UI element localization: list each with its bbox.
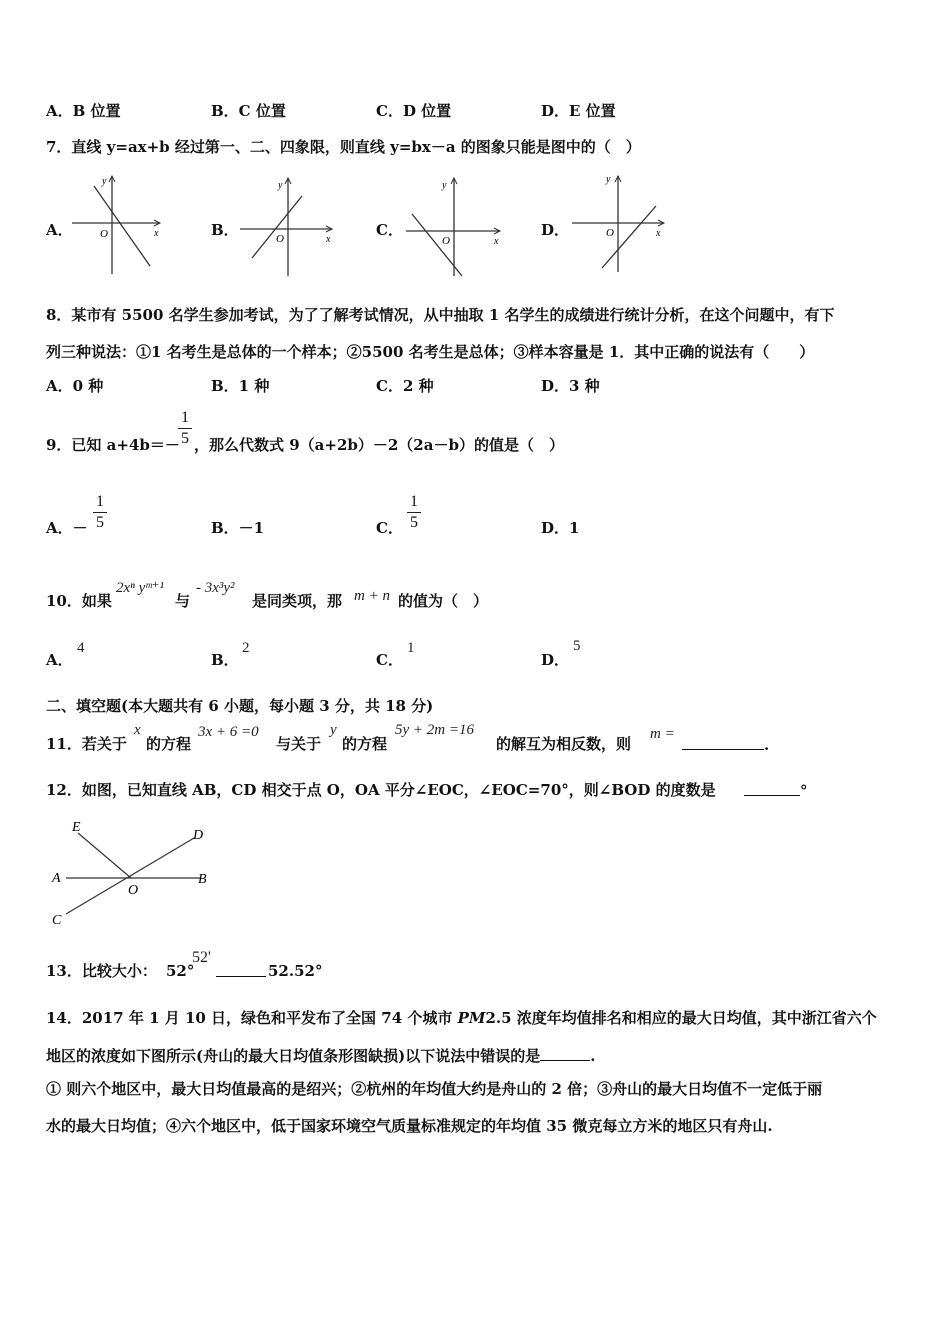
q7-stem: 7．直线 y=ax+b 经过第一、二、四象限，则直线 y=bx－a 的图象只能是图中的（ ） xyxy=(46,138,641,156)
section-2-heading: 二、填空题(本大题共有 6 小题，每小题 3 分，共 18 分) xyxy=(46,697,434,715)
q14-pm: PM xyxy=(457,1009,486,1027)
q10-term2: - 3x³y² xyxy=(196,580,235,596)
q7-label-d: D． xyxy=(541,221,570,239)
q11-eq2: 5y + 2m =16 xyxy=(395,722,474,738)
q13-p1: 13．比较大小： xyxy=(46,962,157,980)
q13-value-3: 52.52° xyxy=(268,962,323,980)
q8-option-b: B．1 种 xyxy=(211,377,270,395)
ray-oe xyxy=(78,833,131,878)
q6-option-d: D．E 位置 xyxy=(541,102,616,120)
q9-option-d: D．1 xyxy=(541,519,580,537)
q12-answer-blank[interactable] xyxy=(744,781,808,800)
q10-term1: 2xⁿ yᵐ⁺¹ xyxy=(116,580,164,596)
frac-den: 5 xyxy=(410,514,418,531)
q14-line1a: 14．2017 年 1 月 10 日，绿色和平发布了全国 74 个城市 xyxy=(46,1009,458,1027)
q11-end: . xyxy=(764,736,770,754)
q10-stem-a: 10．如果 xyxy=(46,592,112,610)
q10-stem-d: 的值为（ ） xyxy=(398,592,489,610)
q14-line2 xyxy=(46,1046,595,1065)
frac-num: 1 xyxy=(96,493,104,510)
q14-line1b: 2.5 浓度年均值排名和相应的最大日均值，其中浙江省六个 xyxy=(485,1009,877,1027)
label-c: C xyxy=(52,913,62,928)
q14-line3: ① 则六个地区中，最大日均值最高的是绍兴；②杭州的年均值大约是舟山的 2 倍；③舟山的最大日均值不一定低于丽 xyxy=(46,1080,823,1098)
label-a: A xyxy=(52,871,61,886)
q10-label-c: C． xyxy=(376,651,403,669)
q14-line4: 水的最大日均值；④六个地区中，低于国家环境空气质量标准规定的年均值 35 微克每立方米的地区只有舟山. xyxy=(46,1117,773,1135)
q9-frac-num: 1 xyxy=(181,409,189,426)
q12-stem: 12．如图，已知直线 AB，CD 相交于点 O，OA 平分∠EOC，∠EOC=70°，则∠BOD 的度数是 xyxy=(46,781,716,799)
q8-option-d: D．3 种 xyxy=(541,377,600,395)
q9-option-b: B．－1 xyxy=(211,519,265,537)
q11-p2: 的方程 xyxy=(146,735,192,753)
q10-value-a: 4 xyxy=(77,640,85,656)
q12-figure xyxy=(48,816,218,931)
q9-fraction xyxy=(178,409,192,448)
q9-option-a-fraction xyxy=(93,493,107,532)
q10-value-d: 5 xyxy=(573,638,581,654)
q13-value-2: 52' xyxy=(192,949,211,966)
q10-stem-b: 与 xyxy=(175,592,191,610)
origin-label: O xyxy=(276,233,284,245)
q11-ans-m: m = xyxy=(650,726,675,742)
q10-expr: m + n xyxy=(354,588,390,604)
q10-label-b: B． xyxy=(211,651,239,669)
q10-stem-c: 是同类项，那 xyxy=(252,592,343,610)
q11-p5: 的解互为相反数，则 xyxy=(496,735,632,753)
q7-graph-c xyxy=(402,172,506,278)
origin-label: O xyxy=(606,227,614,239)
q8-option-a: A．0 种 xyxy=(46,377,104,395)
q9-option-a: A．－ xyxy=(46,519,88,537)
q13-value-1: 52° xyxy=(166,962,195,980)
y-label: y xyxy=(278,180,283,191)
label-b: B xyxy=(198,872,207,887)
q9-option-c: C． xyxy=(376,519,403,537)
q7-label-a: A． xyxy=(46,221,73,239)
x-label: x xyxy=(656,228,661,239)
origin-label: O xyxy=(442,235,450,247)
origin-label: O xyxy=(100,228,108,240)
q9-option-c-fraction xyxy=(407,493,421,532)
x-label: x xyxy=(326,234,331,245)
x-label: x xyxy=(494,236,499,247)
graph-line xyxy=(94,186,150,266)
q7-label-b: B． xyxy=(211,221,239,239)
q10-value-b: 2 xyxy=(242,640,250,656)
y-label: y xyxy=(442,180,447,191)
label-d: D xyxy=(193,828,204,843)
q14-line1 xyxy=(46,1009,877,1027)
label-o: O xyxy=(128,883,139,898)
q11-p1: 11．若关于 xyxy=(46,735,127,753)
x-label: x xyxy=(154,228,159,239)
label-e: E xyxy=(72,820,81,835)
q7-graph-a xyxy=(68,170,168,276)
q11-answer-blank[interactable] xyxy=(682,735,769,754)
q7-graph-d xyxy=(568,170,668,276)
q7-graph-b xyxy=(236,172,336,278)
q11-eq1: 3x + 6 =0 xyxy=(198,724,259,740)
q8-line2: 列三种说法：①1 名考生是总体的一个样本；②5500 名考生是总体；③样本容量是 1．其中正确的说法有（ ） xyxy=(46,343,815,361)
q6-option-c: C．D 位置 xyxy=(376,102,452,120)
y-label: y xyxy=(102,176,107,187)
q14-answer-blank[interactable] xyxy=(540,1046,590,1061)
q9-frac-den: 5 xyxy=(181,430,189,447)
q14-line2-text: 地区的浓度如下图所示(舟山的最大日均值条形图缺损)以下说法中错误的是 xyxy=(46,1047,541,1065)
q7-label-c: C． xyxy=(376,221,403,239)
frac-num: 1 xyxy=(410,493,418,510)
q11-p3: 与关于 xyxy=(276,735,322,753)
q12-unit: ° xyxy=(800,782,808,800)
graph-line xyxy=(252,196,302,258)
q11-var-x: x xyxy=(134,722,141,738)
q6-option-a: A．B 位置 xyxy=(46,102,121,120)
q8-line1: 8．某市有 5500 名学生参加考试，为了了解考试情况，从中抽取 1 名学生的成绩进行统计分析，在这个问题中，有下 xyxy=(46,306,835,324)
q9-stem-a: 9．已知 a+4b＝－ xyxy=(46,436,180,454)
y-label: y xyxy=(606,174,611,185)
q13-answer-blank[interactable] xyxy=(216,962,266,981)
q6-option-b: B．C 位置 xyxy=(211,102,286,120)
q10-label-d: D． xyxy=(541,651,570,669)
q10-value-c: 1 xyxy=(407,640,415,656)
q9-stem-b: ，那么代数式 9（a+2b）－2（2a－b）的值是（ ） xyxy=(194,436,564,454)
q14-line2-end: . xyxy=(590,1047,596,1065)
q11-p4: 的方程 xyxy=(342,735,388,753)
q10-label-a: A． xyxy=(46,651,73,669)
line-cd xyxy=(66,838,194,914)
frac-den: 5 xyxy=(96,514,104,531)
q8-option-c: C．2 种 xyxy=(376,377,434,395)
q11-var-y: y xyxy=(330,722,337,738)
